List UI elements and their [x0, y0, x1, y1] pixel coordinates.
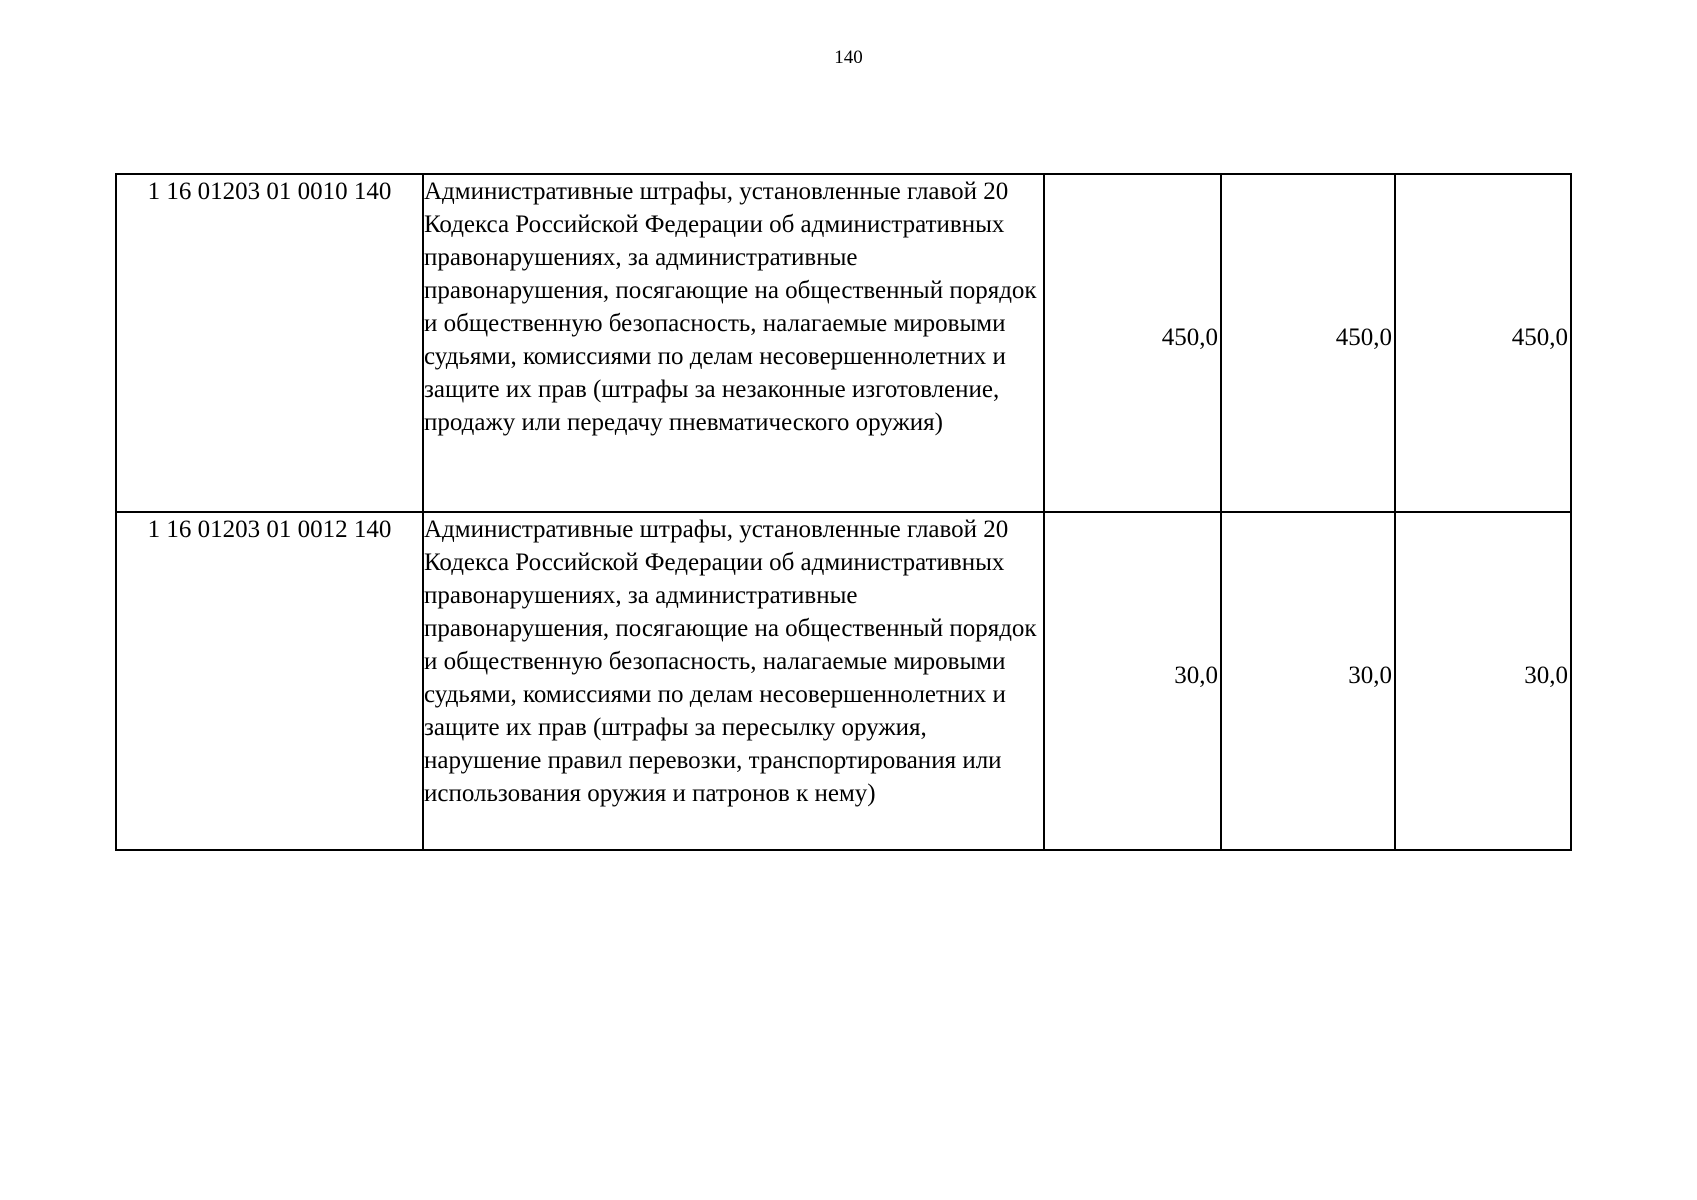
row-amount-year-1	[1044, 512, 1221, 850]
amount-value: 450,0	[1161, 323, 1218, 351]
row-name-text: Административные штрафы, установленные главой 20 Кодекса Российской Федерации об административных правонарушениях, за административные правонарушения, посягающие на общественный порядок и общественную безопасность, налагаемые мировыми судьями, комиссиями по делам несовершеннолетних и защите их прав (штрафы за незаконные изготовление, продажу или передачу пневматического оружия)	[424, 178, 1037, 436]
row-name-text: Административные штрафы, установленные главой 20 Кодекса Российской Федерации об административных правонарушениях, за административные правонарушения, посягающие на общественный порядок и общественную безопасность, налагаемые мировыми судьями, комиссиями по делам несовершеннолетних и защите их прав (штрафы за пересылку оружия, нарушение правил перевозки, транспортирования или использования оружия и патронов к нему)	[424, 516, 1037, 807]
row-amount-year-2	[1221, 174, 1395, 512]
table-row	[116, 512, 1571, 850]
budget-table	[115, 173, 1572, 851]
table-row	[116, 174, 1571, 512]
amount-value: 30,0	[1524, 661, 1568, 689]
row-amount-year-2	[1221, 512, 1395, 850]
row-amount-year-3	[1395, 512, 1571, 850]
row-code: 1 16 01203 01 0010 140	[116, 174, 423, 512]
amount-value: 450,0	[1511, 323, 1568, 351]
row-amount-year-1	[1044, 174, 1221, 512]
amount-value: 30,0	[1348, 661, 1392, 689]
amount-value: 30,0	[1174, 661, 1218, 689]
row-amount-year-3	[1395, 174, 1571, 512]
row-name	[423, 174, 1044, 512]
amount-value: 450,0	[1335, 323, 1392, 351]
row-code: 1 16 01203 01 0012 140	[116, 512, 423, 850]
page-number: 140	[834, 47, 863, 68]
row-name	[423, 512, 1044, 850]
